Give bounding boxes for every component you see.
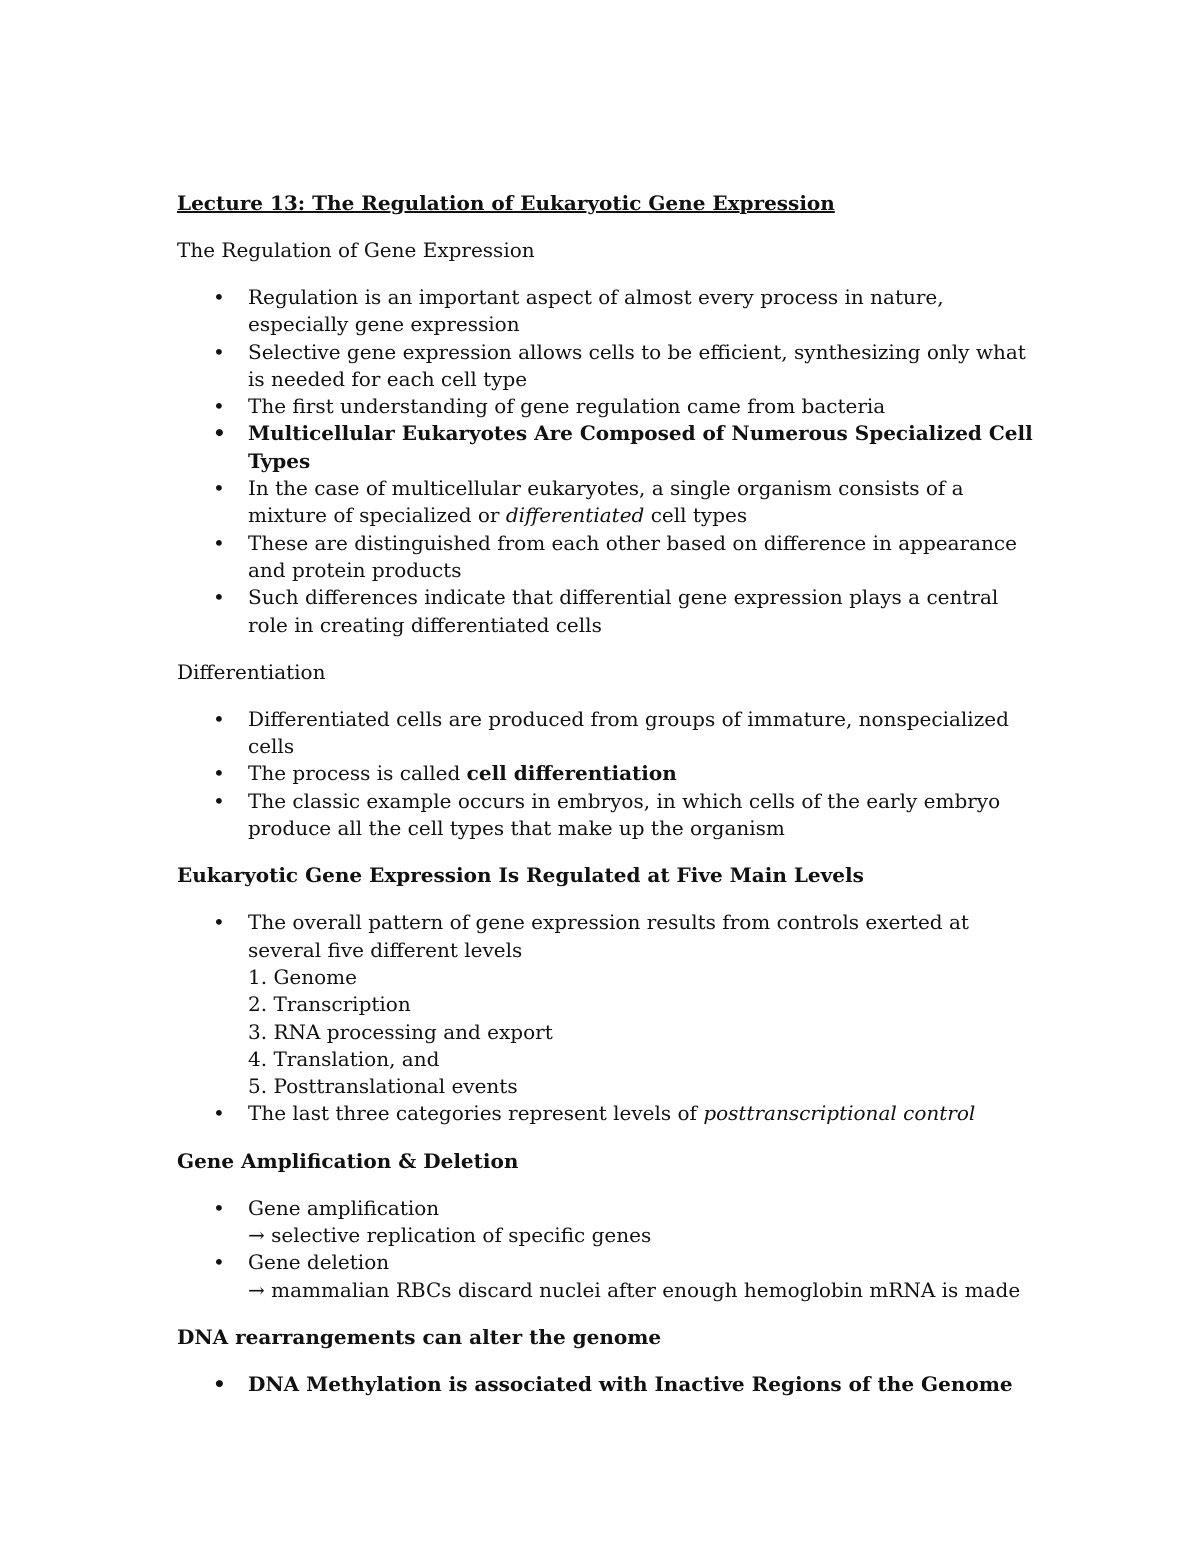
list-item	[177, 420, 1037, 475]
level-item: 4. Translation, and	[248, 1046, 440, 1071]
list-item-text: Such differences indicate that differential gene expression plays a central	[248, 585, 999, 610]
section-heading-five-levels: Eukaryotic Gene Expression Is Regulated at Five Main Levels	[177, 863, 864, 888]
list-item	[177, 284, 1037, 339]
level-item: 2. Transcription	[248, 992, 411, 1017]
list-item	[177, 1371, 1037, 1398]
list-item-text: and protein products	[248, 557, 462, 582]
section-list-dna-rearrangements	[177, 1371, 1037, 1398]
section-heading-dna-rearrangements: DNA rearrangements can alter the genome	[177, 1324, 662, 1349]
section-list-five-levels	[177, 909, 1037, 1127]
level-item: 1. Genome	[248, 964, 357, 989]
section-heading-differentiation: Differentiation	[177, 659, 326, 684]
list-item-text: Types	[248, 448, 311, 473]
text-run: cell types	[644, 503, 748, 528]
list-item-text: The overall pattern of gene expression results from controls exerted at	[248, 910, 969, 935]
list-item-text: Regulation is an important aspect of almost every process in nature,	[248, 285, 944, 309]
text-run: The process is called	[248, 761, 467, 786]
list-item-text: The classic example occurs in embryos, in which cells of the early embryo	[248, 788, 1001, 813]
list-item	[177, 339, 1037, 394]
list-item	[177, 760, 1037, 787]
list-item-text: DNA Methylation is associated with Inactive Regions of the Genome	[248, 1371, 1013, 1396]
list-item-text: Selective gene expression allows cells to be efficient, synthesizing only what	[248, 339, 1026, 364]
list-item	[177, 475, 1037, 530]
text-run: The last three categories represent levels of	[248, 1101, 704, 1126]
list-item-text: The first understanding of gene regulation came from bacteria	[248, 394, 886, 419]
arrow-note: → selective replication of specific genes	[248, 1223, 652, 1248]
bold-term: cell differentiation	[466, 761, 677, 786]
arrow-note: → mammalian RBCs discard nuclei after enough hemoglobin mRNA is made	[248, 1277, 1021, 1302]
section-list-amplification	[177, 1195, 1037, 1304]
list-item-text: cells	[248, 734, 295, 759]
list-item-text: Gene deletion	[248, 1250, 390, 1275]
section-heading-regulation: The Regulation of Gene Expression	[177, 238, 535, 262]
section-list-differentiation	[177, 706, 1037, 842]
list-item-text: Differentiated cells are produced from groups of immature, nonspecialized	[248, 706, 1009, 731]
list-item	[177, 530, 1037, 585]
list-item	[177, 393, 1037, 420]
italic-term: differentiated	[505, 503, 645, 528]
list-item-text: Gene amplification	[248, 1195, 440, 1220]
list-item-text: These are distinguished from each other based on difference in appearance	[248, 530, 1017, 555]
list-item-text: produce all the cell types that make up the organism	[248, 816, 785, 841]
italic-term: posttranscriptional control	[703, 1101, 976, 1126]
list-item	[177, 1195, 1037, 1250]
section-heading-amplification: Gene Amplification & Deletion	[177, 1148, 519, 1173]
list-item-text: role in creating differentiated cells	[248, 612, 602, 637]
document-body	[177, 189, 1037, 1398]
list-item	[177, 706, 1037, 761]
level-item: 3. RNA processing and export	[248, 1019, 553, 1044]
list-item	[177, 1100, 1037, 1127]
list-item-text: several five different levels	[248, 937, 523, 962]
list-item-text: Multicellular Eukaryotes Are Composed of Numerous Specialized Cell	[248, 421, 1033, 446]
list-item	[177, 788, 1037, 843]
lecture-title: Lecture 13: The Regulation of Eukaryotic Gene Expression	[177, 191, 835, 215]
text-run: mixture of specialized or	[248, 503, 506, 528]
list-item	[177, 584, 1037, 639]
list-item-text: is needed for each cell type	[248, 366, 528, 391]
list-item-text: especially gene expression	[248, 312, 520, 337]
list-item-text: In the case of multicellular eukaryotes, a single organism consists of a	[248, 476, 964, 501]
list-item	[177, 909, 1037, 1100]
level-item: 5. Posttranslational events	[248, 1074, 518, 1099]
section-list-regulation	[177, 284, 1037, 639]
list-item-text	[248, 502, 1037, 529]
list-item	[177, 1249, 1037, 1304]
